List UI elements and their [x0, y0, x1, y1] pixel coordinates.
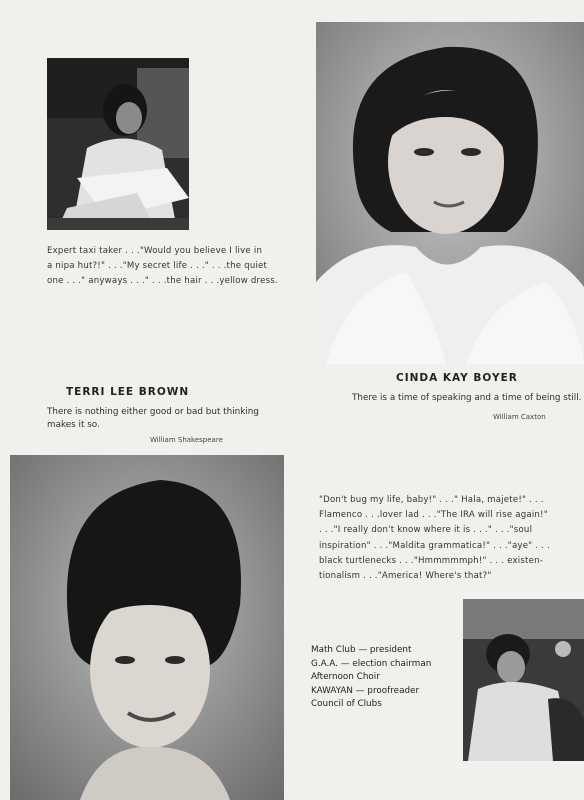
- saying-line: Flamenco . . .lover lad . . ."The IRA will rise again!": [319, 510, 548, 521]
- terri-name-heading: TERRI LEE BROWN: [66, 386, 190, 398]
- cinda-activities-list: [311, 644, 431, 712]
- cinda-sayings: [319, 493, 579, 584]
- activity-item: KAWAYAN — proofreader: [311, 685, 420, 696]
- saying-line: "Don't bug my life, baby!" . . ." Hala, majete!" . . .: [319, 495, 544, 505]
- saying-line: tionalism . . ."America! Where's that?": [319, 571, 492, 582]
- cinda-name-heading: CINDA KAY BOYER: [396, 372, 518, 384]
- caption-line: a nipa hut?!" . . ."My secret life . . ." . . .the quiet: [47, 261, 268, 271]
- terri-portrait-photo: [10, 455, 284, 800]
- cinda-quote-author: William Caxton: [493, 413, 546, 421]
- activity-item: Council of Clubs: [311, 699, 382, 710]
- activity-item: G.A.A. — election chairman: [311, 658, 432, 669]
- terri-quote-author: William Shakespeare: [150, 436, 223, 444]
- cinda-quote: There is a time of speaking and a time of being still.: [352, 393, 582, 403]
- cinda-portrait-photo: [316, 22, 584, 364]
- terri-candid-photo: [47, 58, 189, 230]
- terri-quote: There is nothing either good or bad but thinking makes it so.: [47, 407, 259, 430]
- caption-line: one . . ." anyways . . ." . . .the hair . . .yellow dress.: [47, 276, 278, 286]
- saying-line: . . ."I really don't know where it is . . ." . . ."soul: [319, 525, 533, 536]
- terri-candid-caption: [47, 244, 292, 289]
- activity-item: Math Club — president: [311, 645, 412, 655]
- caption-line: Expert taxi taker . . ."Would you believe I live in: [47, 246, 263, 256]
- cinda-candid-photo: [463, 599, 584, 761]
- saying-line: inspiration" . . ."Maldita grammatica!" . . ."aye" . . .: [319, 540, 550, 551]
- saying-line: black turtlenecks . . ."Hmmmmmph!" . . . existen-: [319, 555, 544, 566]
- activity-item: Afternoon Choir: [311, 672, 380, 683]
